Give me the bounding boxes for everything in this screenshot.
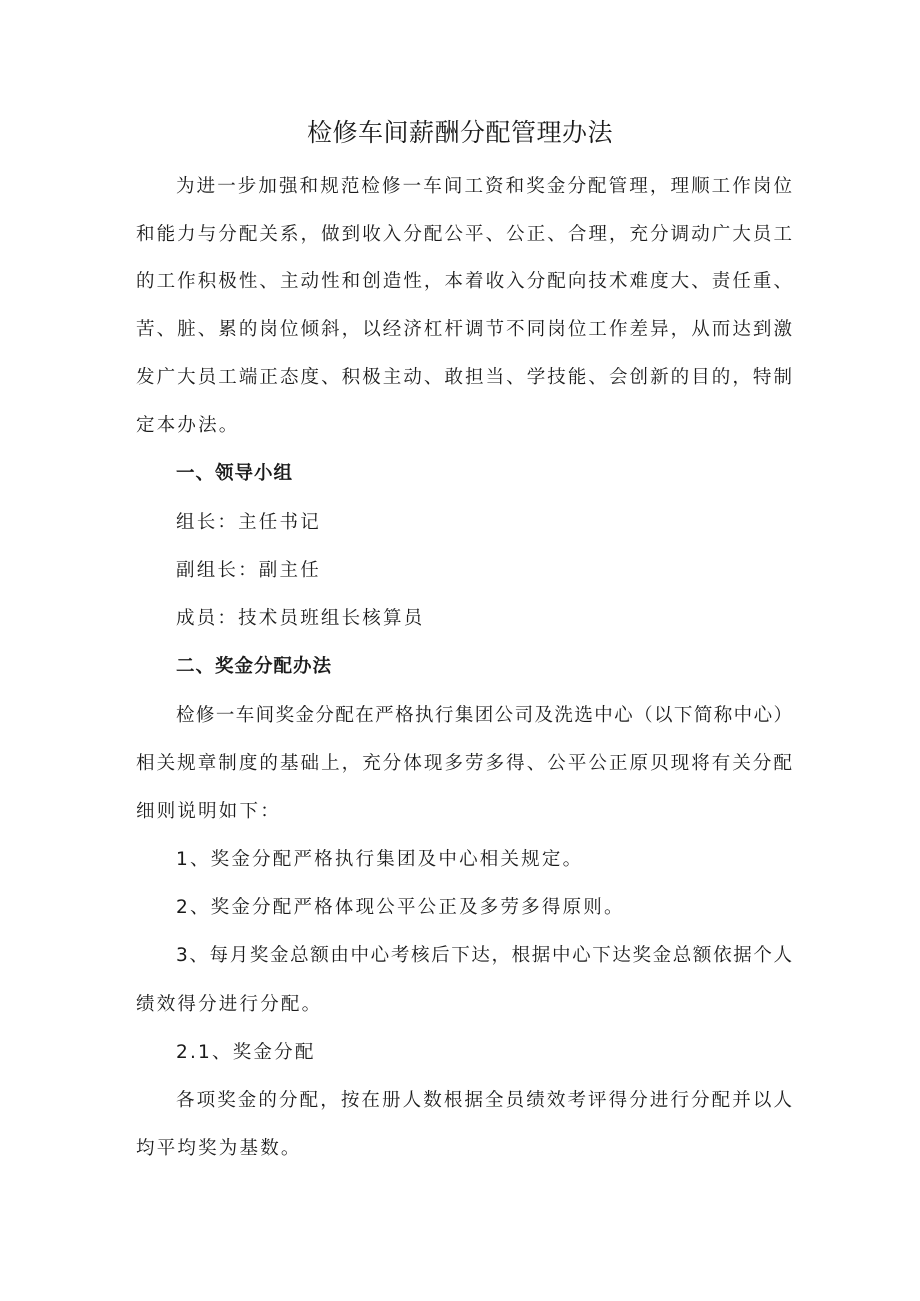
- subsection-para-line-2: 均平均奖为基数。: [136, 1138, 302, 1159]
- rule-3-line-2: 绩效得分进行分配。: [136, 994, 323, 1015]
- subsection-para-line-1: 各项奖金的分配，按在册人数根据全员绩效考评得分进行分配并以人: [176, 1090, 792, 1111]
- members-line: 成员：技术员班组长核算员: [176, 608, 425, 629]
- intro-line-3: 的工作积极性、主动性和创造性，本着收入分配向技术难度大、责任重、: [136, 271, 792, 292]
- section1-heading: 一、领导小组: [176, 463, 294, 484]
- intro-line-6: 定本办法。: [136, 415, 240, 436]
- leader-line: 组长：主任书记: [176, 512, 321, 533]
- document-title: 检修车间薪酬分配管理办法: [306, 118, 613, 147]
- intro-line-1: 为进一步加强和规范检修一车间工资和奖金分配管理，理顺工作岗位: [176, 176, 792, 197]
- deputy-line: 副组长：副主任: [176, 560, 321, 581]
- intro-line-2: 和能力与分配关系，做到收入分配公平、公正、合理，充分调动广大员工: [136, 224, 792, 245]
- intro-line-5: 发广大员工端正态度、积极主动、敢担当、学技能、会创新的目的，特制: [136, 367, 792, 388]
- intro-line-4: 苦、脏、累的岗位倾斜，以经济杠杆调节不同岗位工作差异，从而达到激: [136, 319, 792, 340]
- section2-para-line-1: 检修一车间奖金分配在严格执行集团公司及洗选中心（以下简称中心）: [176, 705, 792, 726]
- subsection-heading: 2.1、奖金分配: [176, 1042, 316, 1063]
- section2-heading: 二、奖金分配办法: [176, 656, 333, 677]
- rule-2: 2、奖金分配严格体现公平公正及多劳多得原则。: [176, 897, 625, 918]
- rule-1: 1、奖金分配严格执行集团及中心相关规定。: [176, 849, 584, 870]
- section2-para-line-2: 相关规章制度的基础上，充分体现多劳多得、公平公正原贝现将有关分配: [136, 753, 792, 774]
- rule-3-line-1: 3、每月奖金总额由中心考核后下达，根据中心下达奖金总额依据个人: [176, 945, 792, 966]
- section2-para-line-3: 细则说明如下：: [136, 801, 281, 822]
